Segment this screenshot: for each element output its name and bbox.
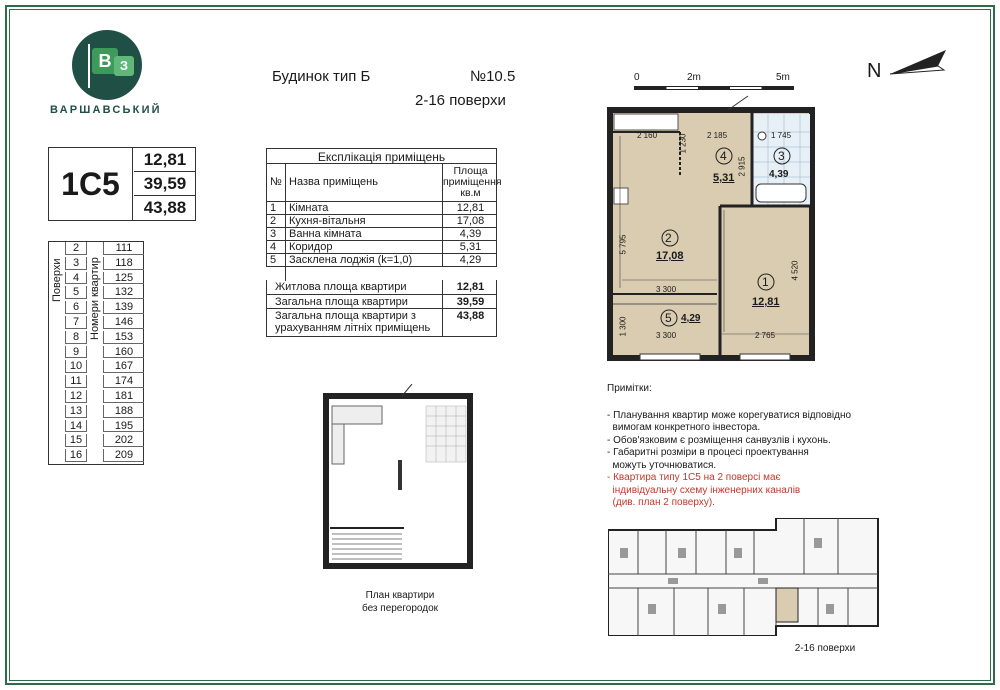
room-area: 17,08 [442, 215, 498, 227]
floors-table [48, 241, 144, 465]
apartment-number: 195 [103, 420, 144, 433]
explication-total-row [266, 280, 497, 295]
col-num-header: № [270, 176, 282, 188]
note-line-highlight: (див. план 2 поверху). [607, 497, 715, 508]
note-line: - Обов'язковим є розміщення санвузлів і кухонь. [607, 434, 831, 446]
total-area: 12,81 [442, 280, 498, 294]
floor-number: 4 [65, 272, 87, 285]
dim-3300-top: 3 300 [656, 285, 677, 294]
building-floors: 2-16 поверхи [415, 92, 506, 109]
building-number: №10.5 [470, 68, 516, 85]
note-line-highlight: - Квартира типу 1С5 на 2 поверсі має [607, 472, 781, 483]
note-line: - Планування квартир може корегуватися відповідно [607, 409, 852, 421]
apartment-number: 167 [103, 360, 144, 373]
apartment-number: 118 [103, 257, 144, 270]
room-name: Кухня-вітальня [289, 215, 366, 227]
explication-total-row [266, 295, 497, 309]
apartment-number: 174 [103, 375, 144, 388]
dim-3300-bottom: 3 300 [656, 331, 677, 340]
floor-number: 10 [65, 360, 87, 373]
total-name: Житлова площа квартири [275, 281, 407, 293]
floor-number: 16 [65, 449, 87, 462]
scale-2m: 2m [687, 72, 701, 83]
north-label: N [867, 60, 882, 82]
floor-number: 11 [65, 375, 87, 388]
explication-room-row [266, 215, 497, 228]
total-name: Загальна площа квартири з урахуванням літніх приміщень [275, 310, 431, 334]
room-name: Ванна кімната [289, 228, 362, 240]
explication-room-row [266, 228, 497, 241]
apartment-number: 139 [103, 301, 144, 314]
floor-number: 14 [65, 420, 87, 433]
total-area: 43,88 [442, 309, 498, 336]
apartment-number: 111 [103, 242, 144, 255]
floor-number: 5 [65, 286, 87, 299]
scale-bar [634, 86, 794, 90]
apartment-number: 209 [103, 449, 144, 462]
apartment-number: 132 [103, 286, 144, 299]
room-name: Кімната [289, 202, 329, 214]
plan-room-3-num: 3 [778, 149, 785, 163]
dim-5795: 5 795 [618, 234, 628, 255]
floor-plan-caption: 2-16 поверхи [794, 643, 856, 654]
floor-number: 13 [65, 405, 87, 418]
area-living: 12,81 [134, 148, 196, 172]
note-line: вимогам конкретного інвестора. [607, 422, 761, 433]
floor-number: 6 [65, 301, 87, 314]
floor-number: 12 [65, 390, 87, 403]
logo-letter-secondary: З [114, 56, 134, 76]
notes-title: Примітки: [607, 383, 652, 394]
dim-2915: 2 915 [737, 156, 747, 177]
apartment-number: 125 [103, 272, 144, 285]
plan-room-4-num: 4 [720, 149, 727, 163]
room-number: 5 [270, 254, 277, 266]
floor-number: 3 [65, 257, 87, 270]
note-line: можуть уточнюватися. [607, 459, 717, 471]
plan-room-2-area: 17,08 [656, 250, 684, 262]
room-number: 1 [270, 202, 277, 214]
area-total-summer: 43,88 [143, 198, 187, 217]
plan-room-5-area: 4,29 [681, 313, 701, 324]
room-area: 4,29 [442, 254, 498, 266]
explication-total-row [266, 309, 497, 337]
apartment-numbers-label: Номери квартир [89, 257, 101, 340]
room-area: 4,39 [442, 228, 498, 240]
room-number: 2 [270, 215, 277, 227]
explication-room-row [266, 241, 497, 254]
north-arrow-icon [888, 48, 950, 78]
total-area: 39,59 [442, 295, 498, 308]
floor-number: 2 [65, 242, 87, 255]
plan-without-partitions [318, 384, 478, 574]
floors-label: Поверхи [51, 258, 63, 302]
plan-room-1-num: 1 [762, 275, 769, 289]
col-area-header: Площа приміщення кв.м [443, 165, 502, 199]
apartment-number: 202 [103, 434, 144, 447]
apartment-number: 146 [103, 316, 144, 329]
plan-room-2-num: 2 [665, 231, 672, 245]
floor-number: 8 [65, 331, 87, 344]
apartment-number: 160 [103, 346, 144, 359]
total-name: Загальна площа квартири [275, 296, 408, 308]
logo-brand: ВАРШАВСЬКИЙ [50, 104, 162, 116]
dim-2160: 2 160 [637, 131, 658, 140]
floor-number: 9 [65, 346, 87, 359]
dim-4520: 4 520 [790, 260, 800, 281]
plan-caption-line2: без перегородок [361, 603, 439, 614]
apartment-number: 153 [103, 331, 144, 344]
room-area: 5,31 [442, 241, 498, 253]
apartment-type-code: 1С5 [49, 148, 133, 220]
col-name-header: Назва приміщень [289, 176, 378, 188]
note-line-highlight: індивідуальну схему інженерних каналів [607, 484, 801, 496]
floor-number: 15 [65, 434, 87, 447]
dim-2185: 2 185 [707, 131, 728, 140]
room-number: 4 [270, 241, 277, 253]
plan-caption-line1: План квартири [365, 590, 435, 601]
scale-5m: 5m [776, 72, 790, 83]
explication-room-row [266, 202, 497, 215]
room-name: Коридор [289, 241, 333, 253]
apartment-number: 188 [103, 405, 144, 418]
logo-flag-pole [88, 44, 90, 88]
floor-number: 7 [65, 316, 87, 329]
explication-header-row [266, 164, 502, 202]
room-name: Засклена лоджія (k=1,0) [289, 254, 413, 266]
notes [607, 383, 887, 510]
explication-title: Експлікація приміщень [266, 148, 497, 164]
logo-letter-main: В [92, 48, 118, 74]
scale-0: 0 [634, 72, 640, 83]
plan-room-3-area: 4,39 [769, 169, 789, 180]
dim-2765: 2 765 [755, 331, 776, 340]
area-total: 39,59 [134, 172, 196, 196]
plan-room-4-area: 5,31 [713, 172, 735, 184]
room-number: 3 [270, 228, 277, 240]
plan-room-5-num: 5 [665, 311, 672, 325]
dim-1745: 1 745 [771, 131, 792, 140]
dim-1300: 1 300 [618, 316, 628, 337]
building-title: Будинок тип Б [272, 68, 371, 85]
room-area: 12,81 [442, 202, 498, 214]
dim-1230: 1 230 [678, 133, 688, 154]
apartment-number: 181 [103, 390, 144, 403]
apartment-type-box [48, 147, 196, 221]
building-floor-plan [608, 518, 884, 636]
note-line: - Габаритні розміри в процесі проектування [607, 447, 809, 458]
explication-room-row [266, 254, 497, 267]
plan-room-1-area: 12,81 [752, 296, 780, 308]
